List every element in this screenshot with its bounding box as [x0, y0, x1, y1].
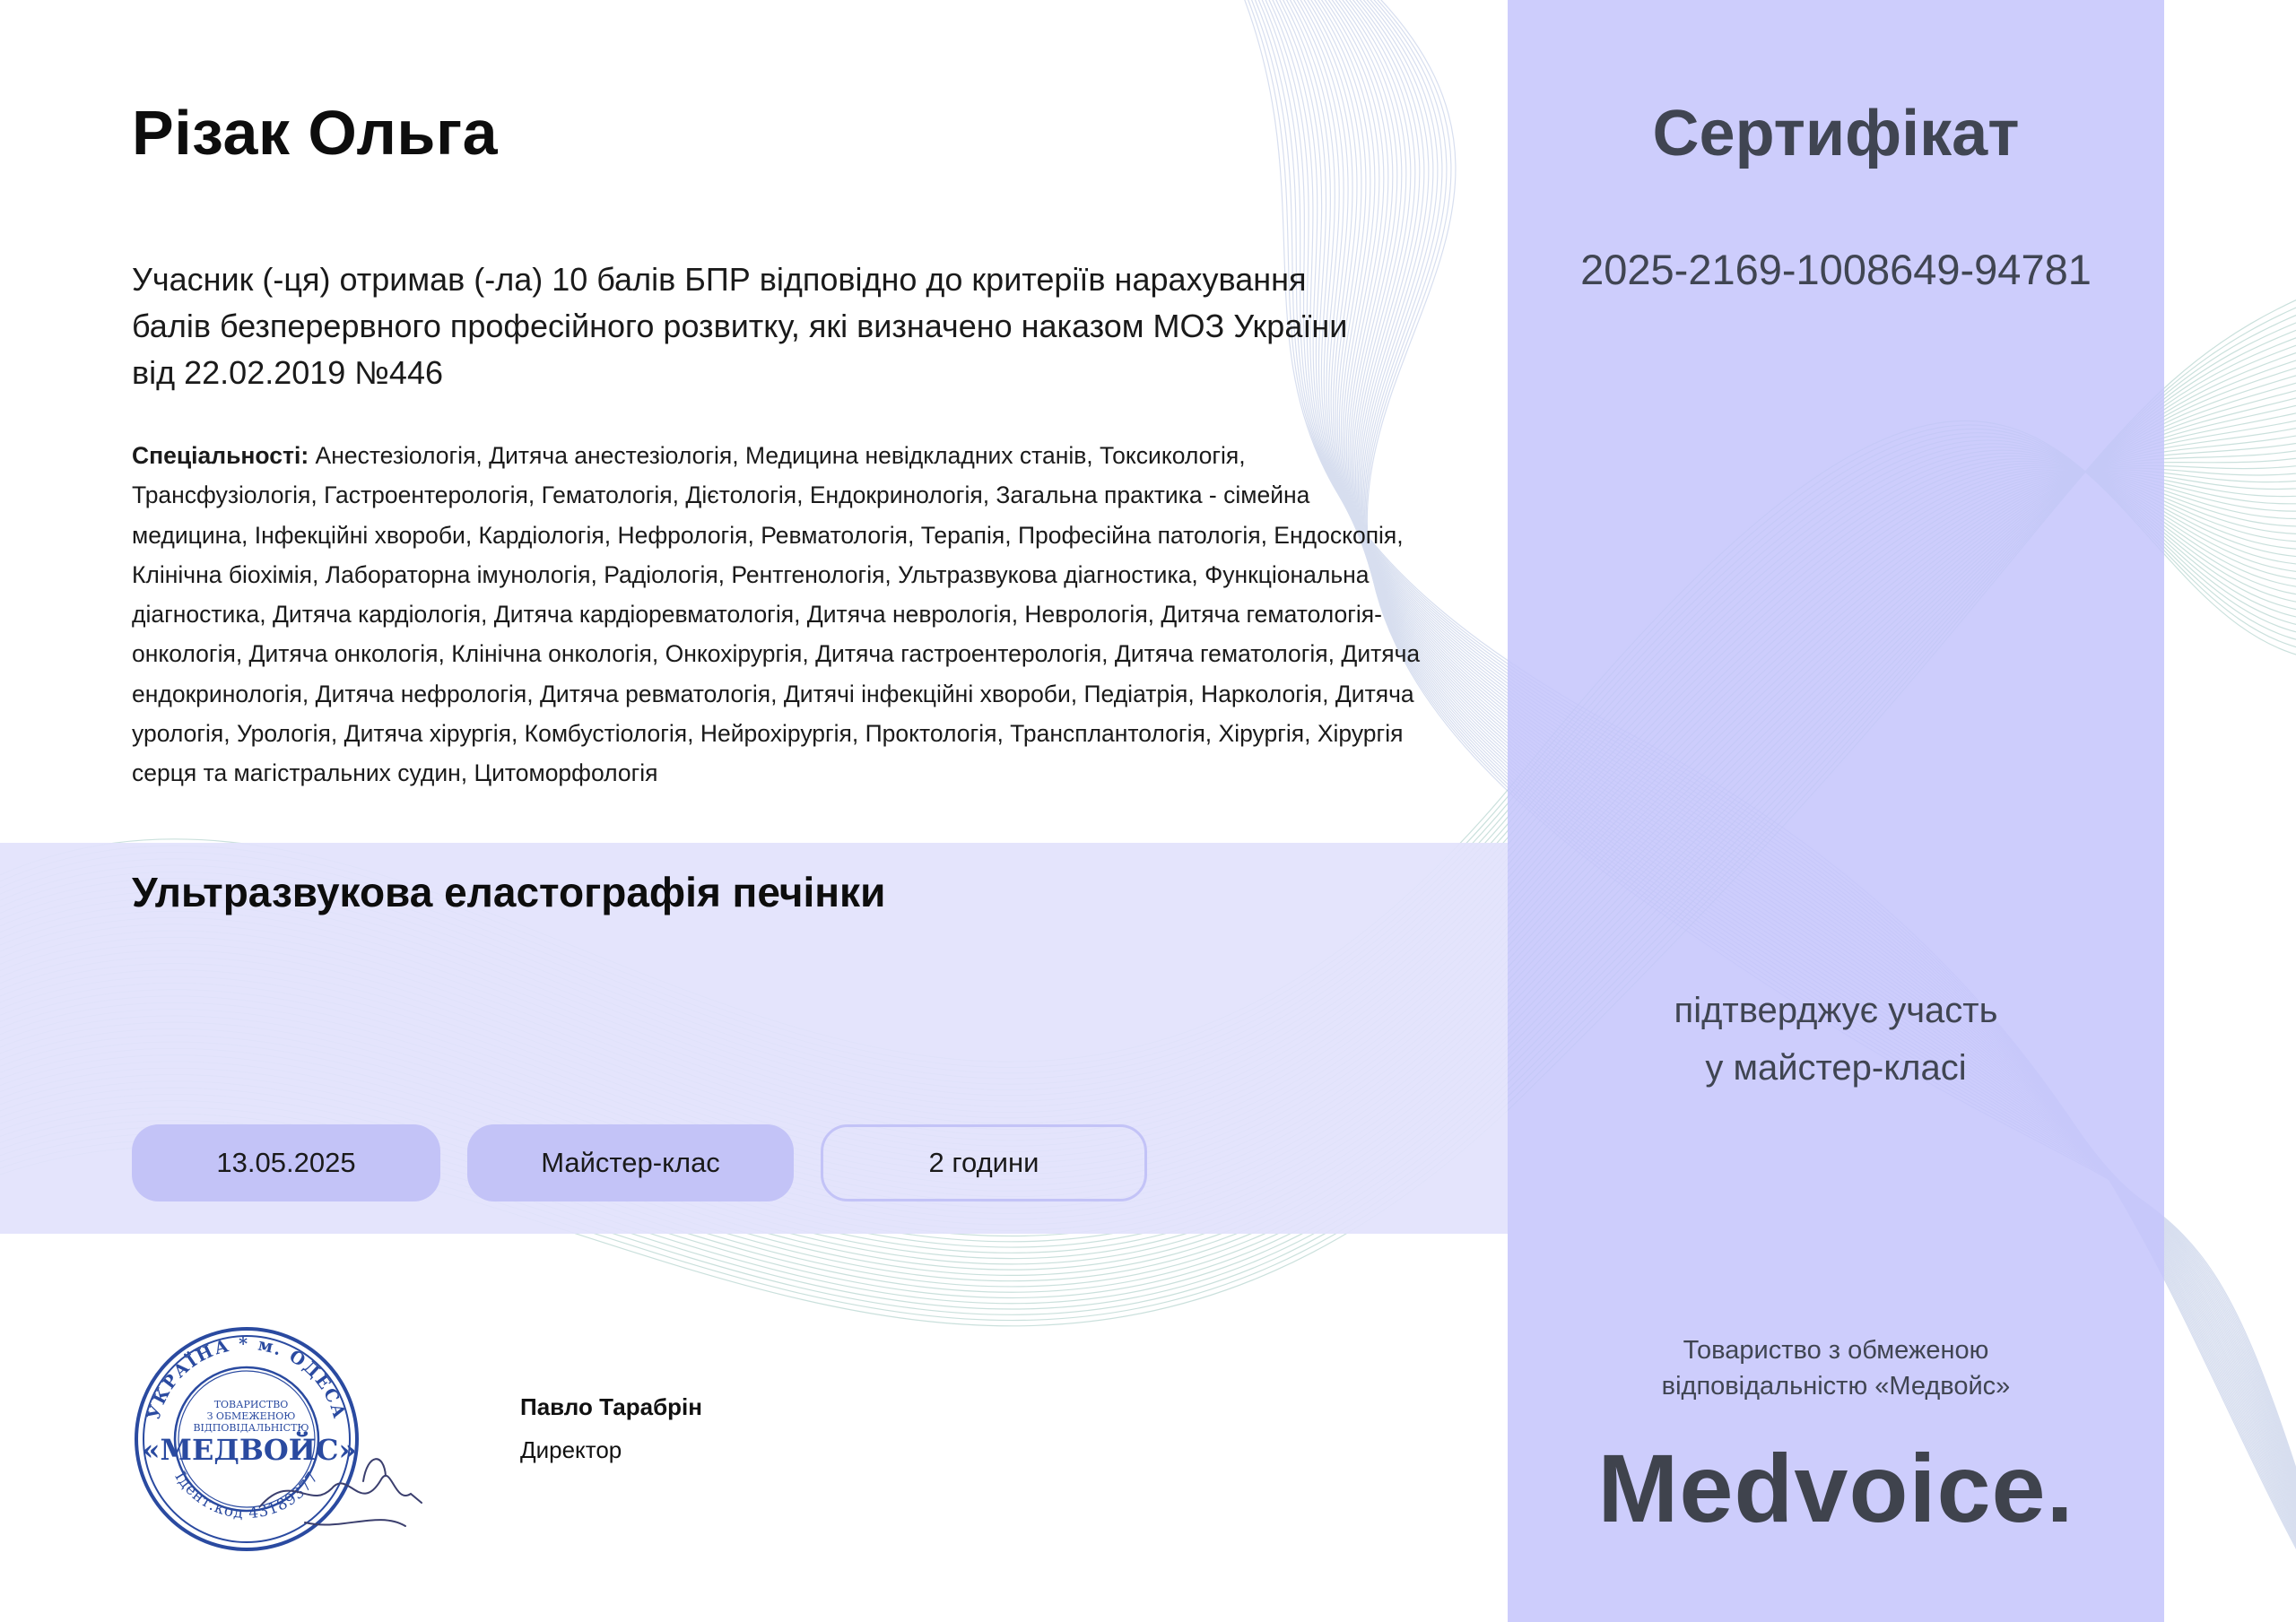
certificate-number: 2025-2169-1008649-94781 — [1580, 246, 2092, 293]
seal-company-name: «МЕДВОЙС» — [142, 1433, 357, 1467]
signature-scribble — [260, 1459, 422, 1526]
points-statement-line: балів безперервного професійного розвитку, які визначено наказом МОЗ України — [132, 308, 1348, 344]
format-chip — [467, 1124, 794, 1201]
medvoice-logo: Medvoice. — [1597, 1434, 2074, 1542]
date-chip-label: 13.05.2025 — [216, 1147, 356, 1178]
seal-inner-line: З ОБМЕЖЕНОЮ — [206, 1410, 296, 1422]
course-title: Ультразвукова еластографія печінки — [132, 869, 886, 915]
duration-chip-label: 2 години — [928, 1147, 1039, 1178]
duration-chip — [821, 1124, 1147, 1201]
specialties-label: Спеціальності: — [132, 442, 309, 469]
points-statement — [132, 256, 1432, 396]
seal-inner-line: ТОВАРИСТВО — [213, 1399, 289, 1410]
issuer-company — [1508, 1332, 2164, 1404]
specialties-list: Анестезіологія, Дитяча анестезіологія, Медицина невідкладних станів, Токсикологія, Трансфузіологія, Гастроентерологія, Гематологія, Дієтологія, Ендокринологія, Загальна практика - сімейна медицина, Інфекційні хвороби, Кардіологія, Нефрологія, Ревматологія, Терапія, Професійна патологія, Ендоскопія, Клінічна біохімія, Лабораторна імунологія, Радіологія, Рентгенологія, Ультразвукова діагностика, Функціональна діагностика, Дитяча кардіологія, Дитяча кардіоревматологія, Дитяча неврологія, Неврологія, Дитяча гематологія-онкологія, Дитяча онкологія, Клінічна онкологія, Онкохірургія, Дитяча гастроентерологія, Дитяча гематологія, Дитяча ендокринологія, Дитяча нефрологія, Дитяча ревматологія, Дитячі інфекційні хвороби, Педіатрія, Наркологія, Дитяча урологія, Урологія, Дитяча хірургія, Комбустіологія, Нейрохірургія, Проктологія, Трансплантологія, Хірургія, Хірургія серця та магістральних судин, Цитоморфологія — [132, 442, 1421, 787]
format-chip-label: Майстер-клас — [541, 1147, 720, 1178]
signer-role: Директор — [520, 1436, 622, 1463]
company-line: відповідальністю «Медвойс» — [1661, 1372, 2011, 1401]
certificate-title: Сертифікат — [1652, 98, 2020, 169]
company-seal — [126, 1318, 430, 1560]
seal-inner-line: ВІДПОВІДАЛЬНІСТЮ — [193, 1422, 309, 1434]
points-statement-line: від 22.02.2019 №446 — [132, 354, 443, 391]
signer-name: Павло Тарабрін — [520, 1393, 702, 1420]
seal-ring-text-top: УКРАЇНА * м. ОДЕСА — [144, 1333, 350, 1422]
points-statement-line: Учасник (-ця) отримав (-ла) 10 балів БПР відповідно до критеріїв нарахування — [132, 261, 1307, 298]
confirmation-line: підтверджує участь — [1674, 991, 1998, 1030]
seal-ring-text-bottom: Ідент.код 43189377 — [170, 1468, 323, 1523]
svg-text:Ідент.код 43189377 — [170, 1469, 322, 1522]
participation-confirmation — [1508, 982, 2164, 1097]
specialties-paragraph — [132, 436, 1432, 794]
confirmation-line: у майстер-класі — [1705, 1048, 1967, 1088]
participant-name: Різак Ольга — [132, 98, 499, 168]
date-chip — [132, 1124, 440, 1201]
company-line: Товариство з обмеженою — [1683, 1336, 1989, 1365]
